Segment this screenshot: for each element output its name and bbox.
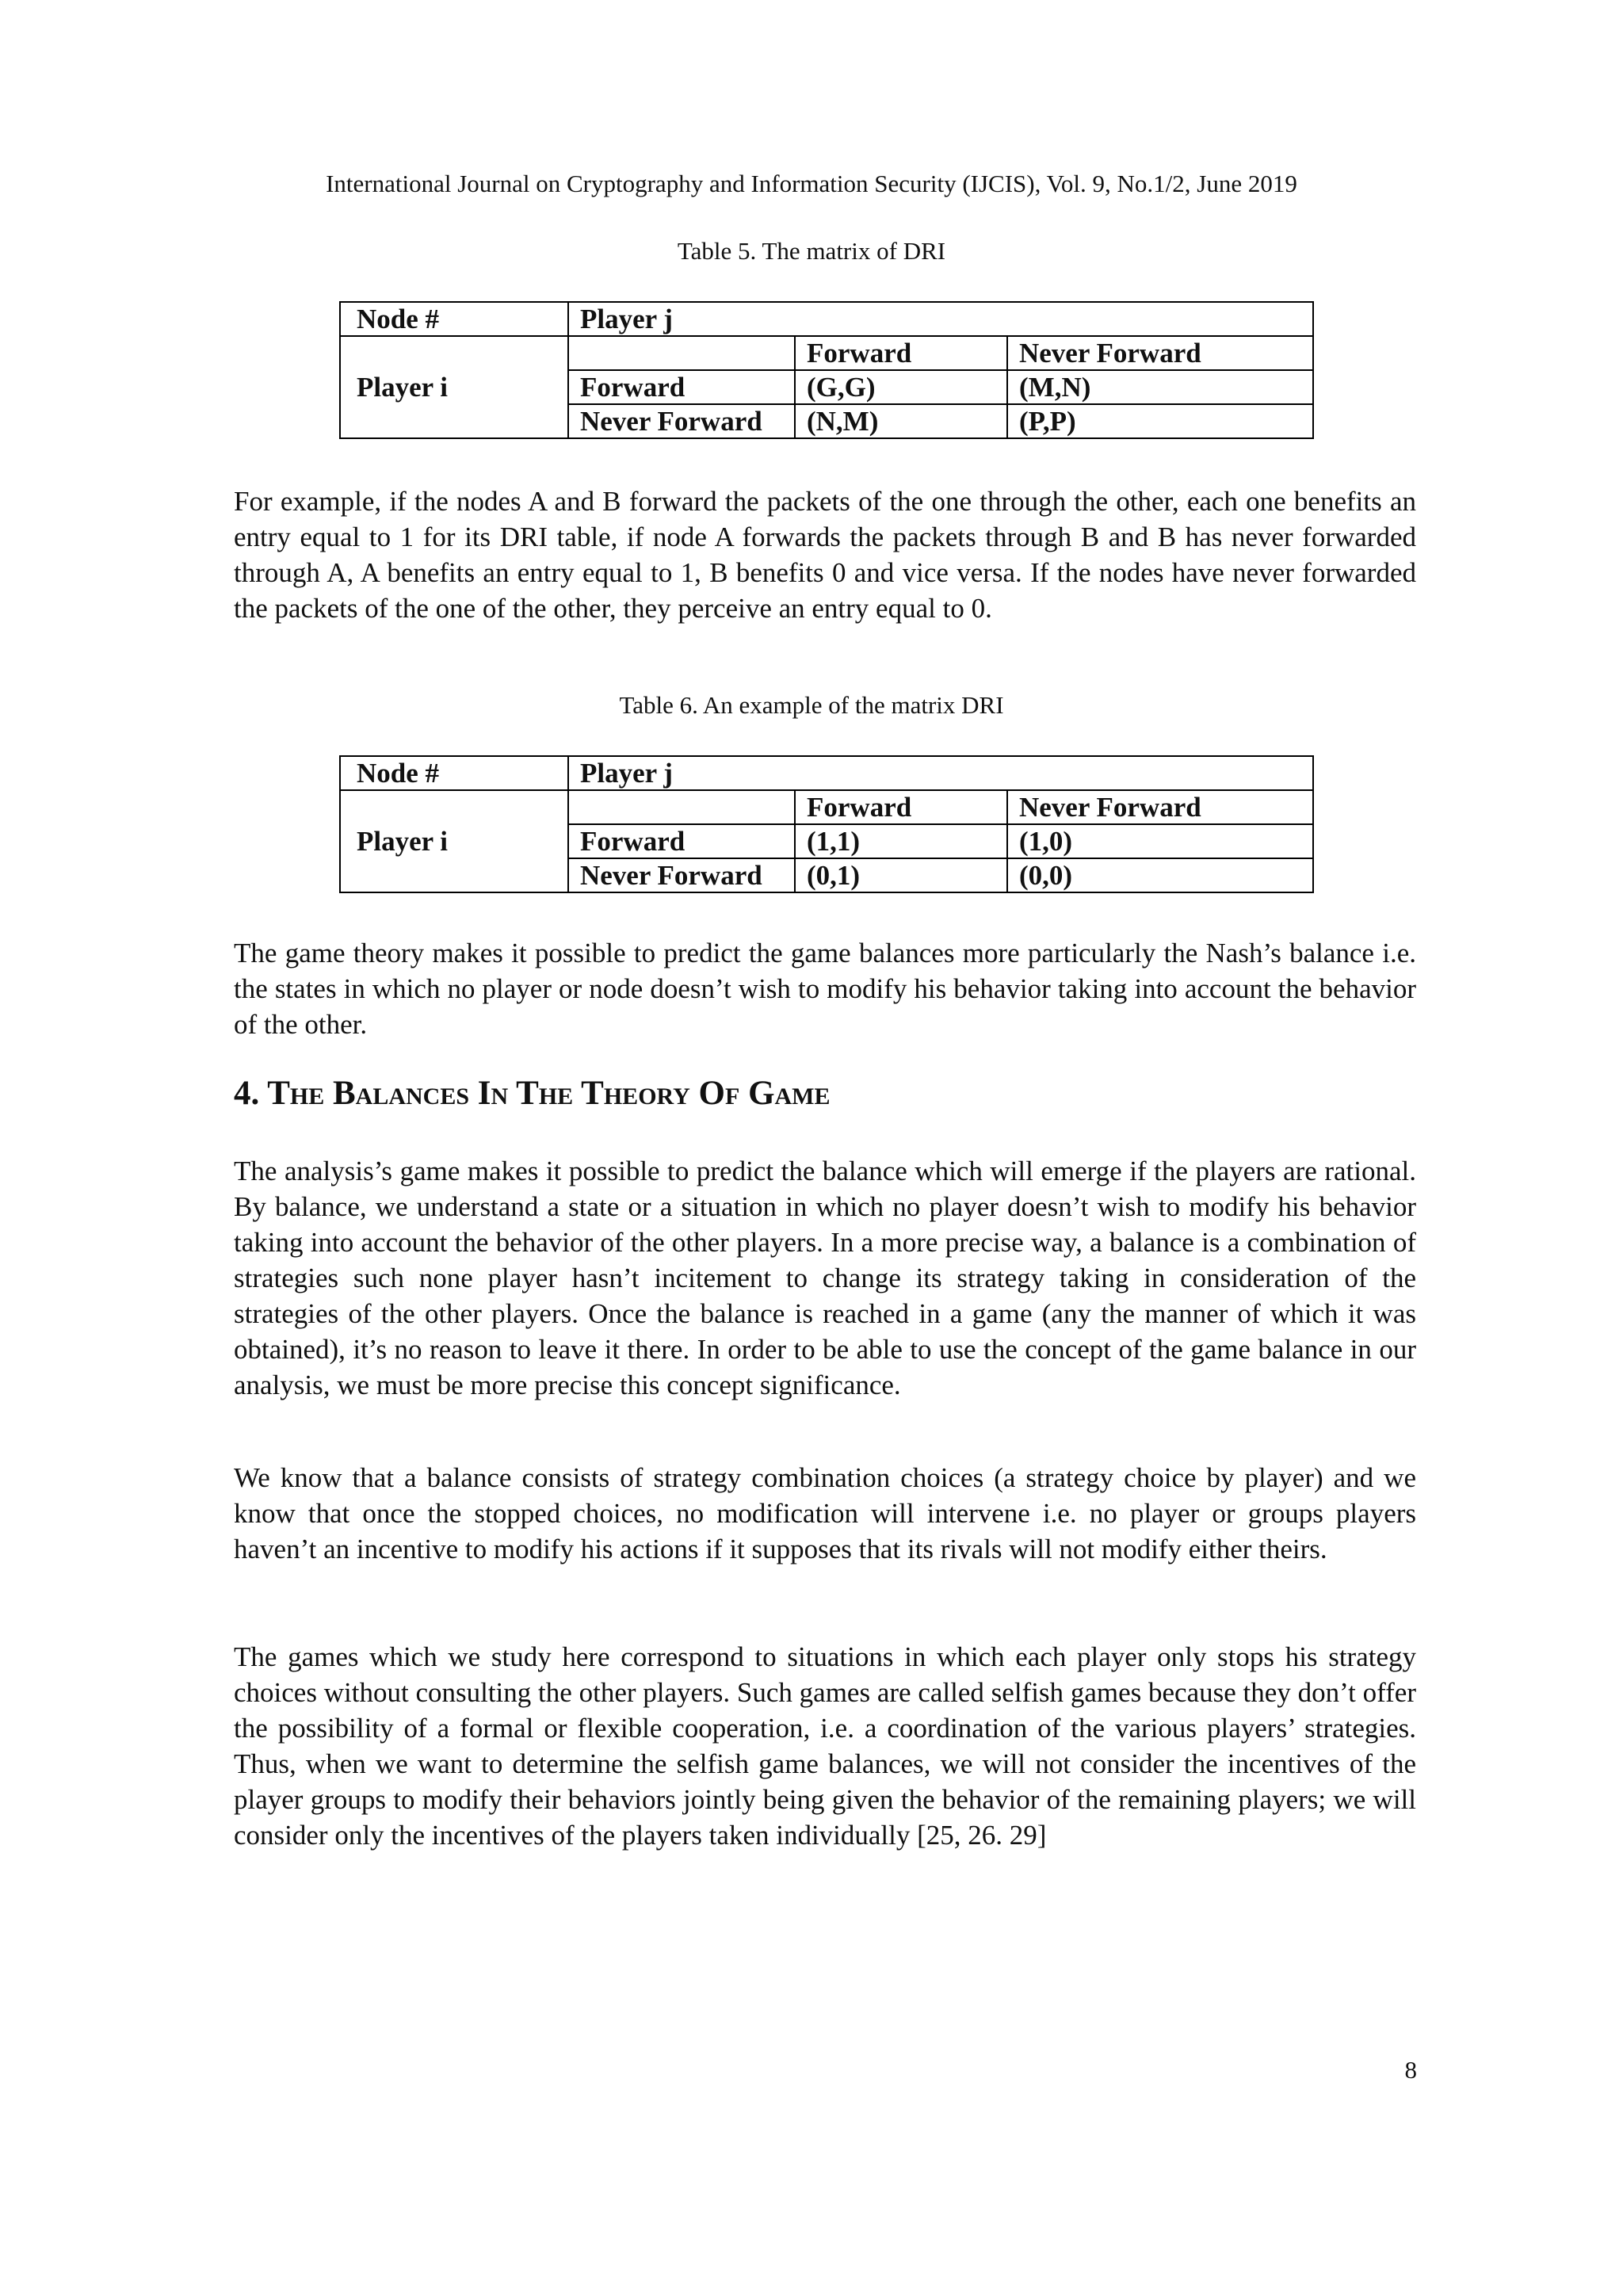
table5-matrix [339, 301, 1314, 439]
table6-col-forward: Forward [795, 790, 1007, 824]
paragraph-nash-balance: The game theory makes it possible to predict the game balances more particularly the Nash’s balance i.e. the states in which no player or node doesn’t wish to modify his behavior taking into account the behavior of the other. [234, 938, 1416, 1040]
table5-row-forward-label: Forward [568, 370, 795, 404]
table6-empty-cell [568, 790, 795, 824]
table5-column-group-label: Player j [568, 302, 1313, 336]
table5-row-never-forward-label: Never Forward [568, 404, 795, 438]
table5-empty-cell [568, 336, 795, 370]
table6-cell-nf: (0,1) [795, 858, 1007, 892]
table5-col-forward: Forward [795, 336, 1007, 370]
table5-col-never-forward: Never Forward [1007, 336, 1313, 370]
paragraph-balance-definition: The analysis’s game makes it possible to predict the balance which will emerge if the players are rational. By balance, we understand a state or a situation in which no player doesn’t wish to modify his behavior taking into account the behavior of the other players. In a more precise way, a balance is a combination of strategies such none player hasn’t incitement to change its strategy taking in consideration of the strategies of the other players. Once the balance is reached in a game (any the manner of which it was obtained), it’s no reason to leave it there. In order to be able to use the concept of the game balance in our analysis, we must be more precise this concept significance. [234, 1156, 1416, 1400]
table5-cell-ff: (G,G) [795, 370, 1007, 404]
table5-strategy-row [340, 336, 1313, 370]
running-header: International Journal on Cryptography and Information Security (IJCIS), Vol. 9, No.1/2, June 2019 [326, 170, 1297, 197]
table5-cell-fn: (M,N) [1007, 370, 1313, 404]
table6-cell-ff: (1,1) [795, 824, 1007, 858]
table6-strategy-row [340, 790, 1313, 824]
table6-column-group-label: Player j [568, 756, 1313, 790]
table6-corner-label: Node # [340, 756, 568, 790]
table5-row-group-label: Player i [340, 336, 568, 438]
table5-cell-nf: (N,M) [795, 404, 1007, 438]
section-heading: 4. The Balances In The Theory Of Game [234, 1075, 831, 1112]
table6-cell-nn: (0,0) [1007, 858, 1313, 892]
table5-header-row [340, 302, 1313, 336]
table6-header-row [340, 756, 1313, 790]
table6-cell-fn: (1,0) [1007, 824, 1313, 858]
table5-caption: Table 5. The matrix of DRI [677, 237, 946, 265]
table6-col-never-forward: Never Forward [1007, 790, 1313, 824]
table6-row-group-label: Player i [340, 790, 568, 892]
table6-matrix [339, 755, 1314, 893]
table5-corner-label: Node # [340, 302, 568, 336]
table6-row-forward-label: Forward [568, 824, 795, 858]
table6-row-never-forward-label: Never Forward [568, 858, 795, 892]
paragraph-strategy-combination: We know that a balance consists of strategy combination choices (a strategy choice by player) and we know that once the stopped choices, no modification will intervene i.e. no player or groups players haven’t an incentive to modify his actions if it supposes that its rivals will not modify either theirs. [234, 1462, 1416, 1564]
table6-caption: Table 6. An example of the matrix DRI [619, 691, 1004, 719]
page-number: 8 [1404, 2056, 1417, 2084]
table5-cell-nn: (P,P) [1007, 404, 1313, 438]
paragraph-selfish-games: The games which we study here correspond to situations in which each player only stops his strategy choices without consulting the other players. Such games are called selfish games because they don’t offer the possibility of a formal or flexible cooperation, i.e. a coordination of the various players’ strategies. Thus, when we want to determine the selfish game balances, we will not consider the incentives of the player groups to modify their behaviors jointly being given the behavior of the remaining players; we will consider only the incentives of the players taken individually [25, 26. 29] [234, 1641, 1416, 1851]
paragraph-example: For example, if the nodes A and B forward the packets of the one through the other, each one benefits an entry equal to 1 for its DRI table, if node A forwards the packets through B and B has never forwarded through A, A benefits an entry equal to 1, B benefits 0 and vice versa. If the nodes have never forwarded the packets of the one of the other, they perceive an entry equal to 0. [234, 486, 1416, 624]
